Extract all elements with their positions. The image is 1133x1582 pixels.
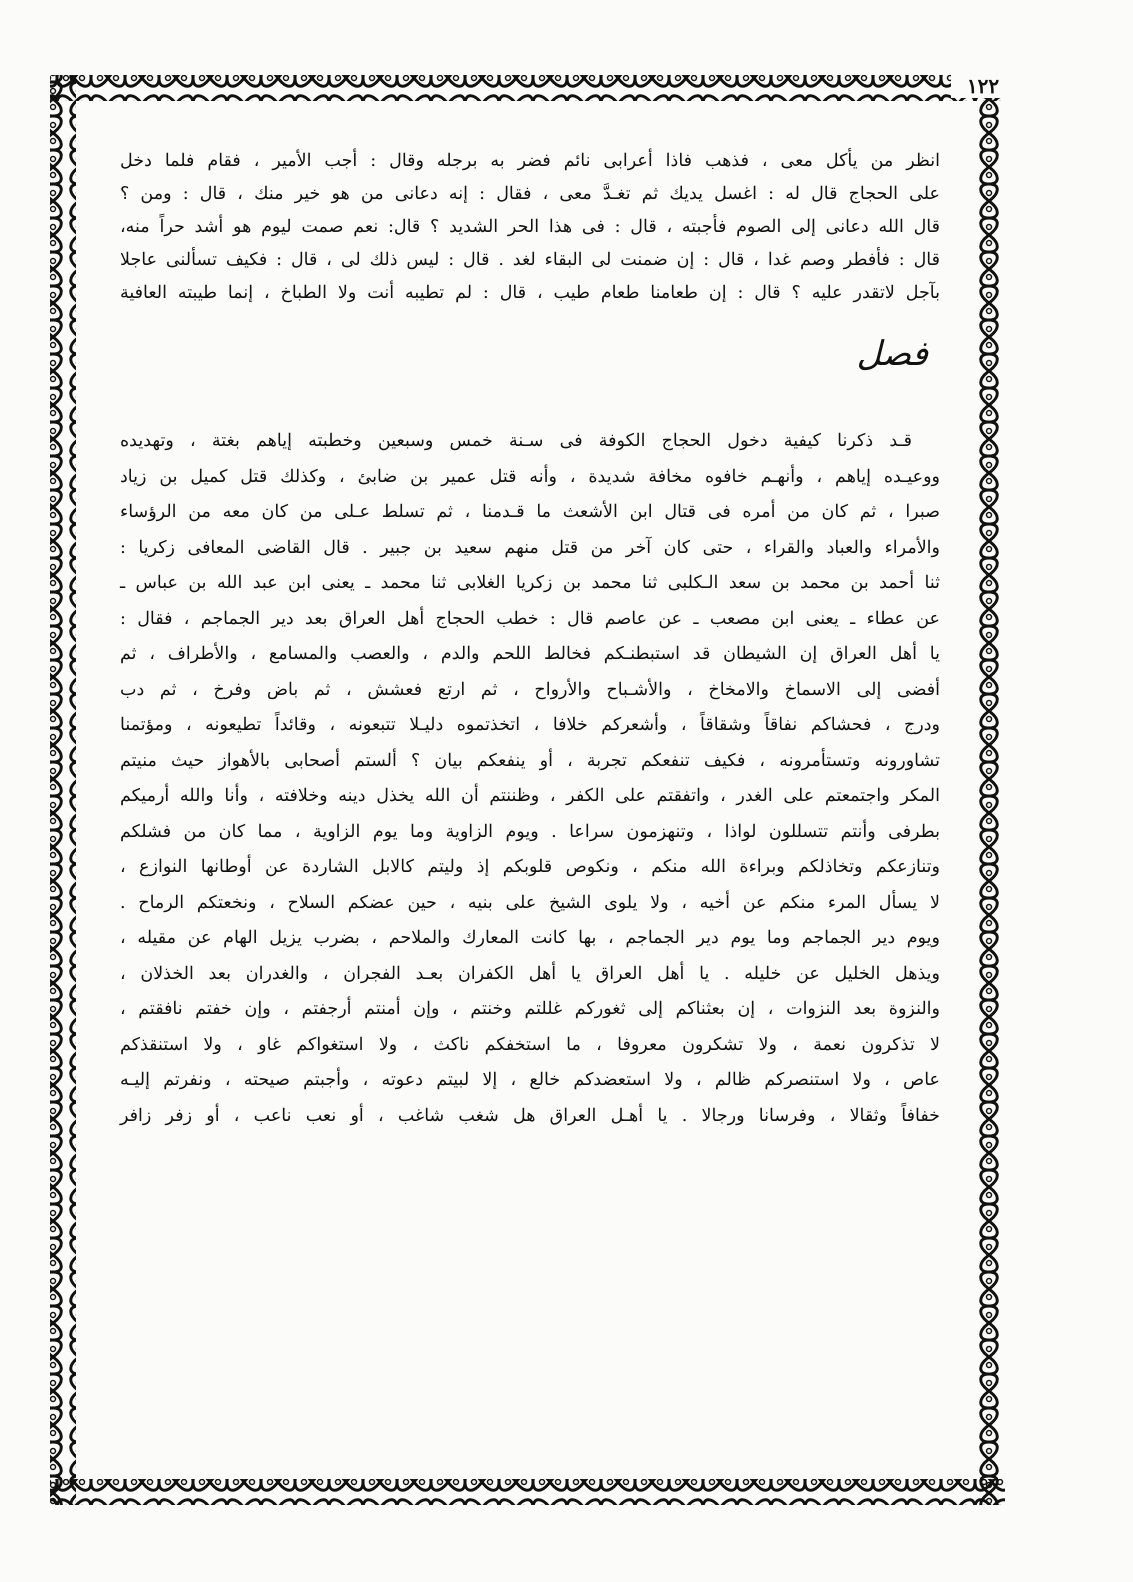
text-line: بآجل لاتقدر عليه ؟ قال : إن طعامنا طعام طيب ، قال : لم تطيبه أنت ولا الطباخ ، إنما طيبته العافية xyxy=(120,283,940,303)
text-line: ويوم دير الجماجم وما يوم دير الجماجم ، بها كانت المعارك والملاحم ، بضرب يزيل الهام عن مقيله ، xyxy=(120,928,940,948)
text-line: لا تذكرون نعمة ، ولا تشكرون معروفا ، ما استخفكم ناكث ، ولا استغواكم غاو ، ولا استنقذكم xyxy=(120,1034,940,1055)
text-line: لا يسأل المرء منكم عن أخيه ، ولا يلوى الشيخ على بنيه ، حين عضكم السلاح ، ونخعتكم الرماح . xyxy=(120,892,940,913)
text-line: يا أهل العراق إن الشيطان قد استبطنـكم فخالط اللحم والدم ، والعصب والمسامع ، والأطراف ، ثم xyxy=(120,644,940,664)
text-line: والنزوة بعد النزوات ، إن بعثناكم إلى ثغوركم غللتم وخنتم ، وإن أمنتم أرجفتم ، وإن خفتم نافقتم ، xyxy=(120,999,940,1019)
text-line: قـد ذكرنا كيفية دخول الحجاج الكوفة فى سـنة خمس وسبعين وخطبته إياهم بغتة ، وتهديده xyxy=(120,431,912,451)
text-line: ويذهل الخليل عن خليله . يا أهل العراق يا أهل الكفران بعـد الفجران ، والغدران بعد الخذلان ، xyxy=(120,963,940,984)
section-heading: فصل xyxy=(856,334,928,374)
text-line: ووعيـده إياهم ، وأنهـم خافوه مخافة شديدة ، وأنه قتل عمير بن ضابئ ، وكذلك قتل كميل بن زياد xyxy=(120,466,940,487)
text-line: خفافاً وثقالا ، وفرسانا ورجالا . يا أهـل العراق هل شغب شاغب ، أو نعب ناعب ، أو زفر زافر xyxy=(120,1105,940,1126)
text-line: على الحجاج قال له : اغسل يديك ثم تغـدَّ معى ، فقال : إنه دعانى من هو خير منك ، قال : ومن ؟ xyxy=(120,184,940,204)
text-line: ودرج ، فحشاكم نفاقاً وشقاقاً ، وأشعركم خلافا ، اتخذتموه دليـلا تتبعونه ، وقائداً تطيعونه ، ومؤتمنا xyxy=(120,715,940,735)
text-line: والأمراء والعباد والقراء ، حتى كان آخر من قتل منهم سعيد بن جبير . قال القاضى المعافى زكريا : xyxy=(120,537,940,558)
text-line: تشاورونه وتستأمرونه ، فكيف تنفعكم تجربة ، أو ينفعكم بيان ؟ ألستم أصحابى بالأهواز حيث منيتم xyxy=(120,750,940,771)
text-line: عن عطاء ـ يعنى ابن مصعب ـ عن عاصم قال : خطب الحجاج أهل العراق بعد دير الجماجم ، فقال : xyxy=(120,608,940,629)
text-line: ثنا أحمد بن محمد بن سعد الـكلبى ثنا محمد بن زكريا الغلابى ثنا محمد ـ يعنى ابن عبد الله بن عباس ـ xyxy=(120,573,940,593)
body-paragraph xyxy=(120,424,940,1134)
text-line: انظر من يأكل معى ، فذهب فاذا أعرابى نائم فضر به برجله وقال : أجب الأمير ، فقام فلما دخل xyxy=(120,151,940,171)
page-number: ١٢٢ xyxy=(951,74,1015,98)
text-line: عاص ، ولا استنصركم ظالم ، ولا استعضدكم خالع ، إلا لبيتم دعوته ، وأجبتم صيحته ، ونفرتم إليـه xyxy=(120,1070,940,1090)
page-content xyxy=(120,145,940,1134)
text-line: أفضى إلى الاسماخ والامخاخ ، والأشـباح والأرواح ، ثم ارتع فعشش ، ثم باض وفرخ ، ثم دب xyxy=(120,679,940,700)
text-line: بطرفى وأنتم تتسللون لواذا ، وتنهزمون سراعا . ويوم الزاوية وما يوم الزاوية ، مما كان من فشلكم xyxy=(120,821,940,842)
text-line: قال الله دعانى إلى الصوم فأجبته ، قال : فى هذا الحر الشديد ؟ قال: نعم صمت ليوم هو أشد حراً منه، xyxy=(120,217,940,237)
text-line: قال : فأفطر وصم غدا ، قال : إن ضمنت لى البقاء لغد . قال : ليس ذلك لى ، قال : فكيف تسألنى عاجلا xyxy=(120,250,940,270)
text-line: صبرا ، ثم كان من أمره فى قتال ابن الأشعث ما قـدمنا ، ثم تسلط عـلى من كان معه من الرؤساء xyxy=(120,502,940,522)
text-line: وتنازعكم وتخاذلكم وبراءة الله منكم ، ونكوص قلوبكم إذ وليتم كالابل الشاردة عن أوطانها النوازع ، xyxy=(120,857,940,877)
text-line: المكر واجتمعتم على الغدر ، واتفقتم على الكفر ، وظننتم أن الله يخذل دينه وخلافته ، وأنا والله أرميكم xyxy=(120,786,940,806)
top-paragraph xyxy=(120,145,940,310)
